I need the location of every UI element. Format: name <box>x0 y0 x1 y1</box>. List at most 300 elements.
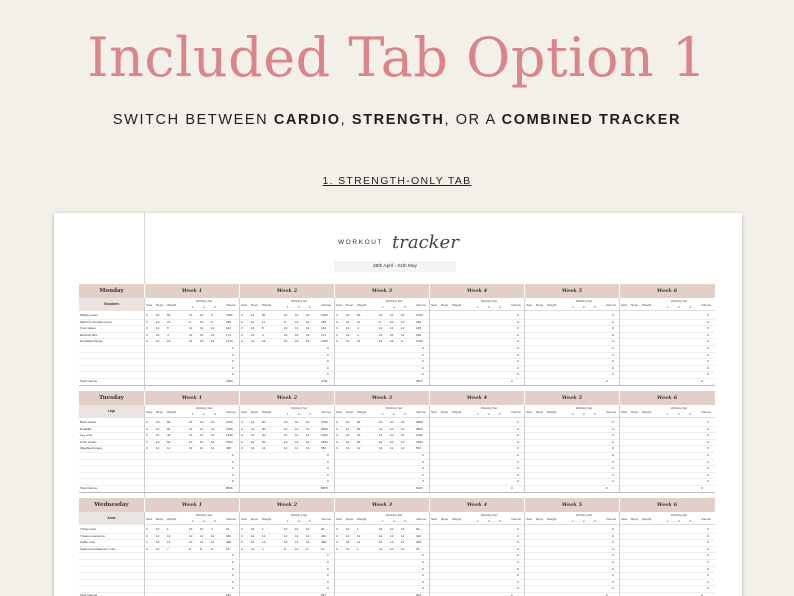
exercise-name[interactable]: Triceps extensions <box>80 533 105 538</box>
table-cell[interactable]: 1500 <box>321 439 328 444</box>
table-cell[interactable]: 1 <box>167 527 169 531</box>
table-cell[interactable]: 12 <box>390 540 394 545</box>
table-cell[interactable]: 3 <box>336 326 338 331</box>
table-cell[interactable]: 10 <box>211 433 215 438</box>
table-cell[interactable]: 15 <box>211 339 215 344</box>
table-cell[interactable]: 10 <box>156 439 160 444</box>
table-cell[interactable]: 10 <box>390 319 394 324</box>
table-cell[interactable]: 5 <box>401 339 403 344</box>
exercise-name[interactable]: Cable curls <box>80 540 96 545</box>
table-cell[interactable]: 12 <box>357 540 361 545</box>
table-cell[interactable]: 12 <box>156 326 160 331</box>
table-cell[interactable]: 10 <box>156 540 160 545</box>
table-cell[interactable]: 425 <box>321 319 327 324</box>
table-cell[interactable]: 174 <box>321 332 327 337</box>
table-cell[interactable]: 12 <box>284 313 288 317</box>
table-cell[interactable]: 10 <box>295 420 299 424</box>
table-cell[interactable]: 10 <box>401 546 405 551</box>
table-cell[interactable]: 12 <box>167 533 171 538</box>
table-cell[interactable]: 11 <box>346 319 350 324</box>
table-cell[interactable]: 3 <box>146 446 148 451</box>
table-cell[interactable]: 10 <box>284 540 288 545</box>
table-cell[interactable]: 10 <box>189 540 193 545</box>
table-cell[interactable]: 1470 <box>226 339 233 344</box>
table-cell[interactable]: 408 <box>226 540 232 545</box>
table-cell[interactable]: 12 <box>156 533 160 538</box>
table-cell[interactable]: 10 <box>251 426 255 431</box>
table-cell[interactable]: 30 <box>321 527 325 531</box>
table-cell[interactable]: 10 <box>200 332 204 337</box>
table-cell[interactable]: 12 <box>200 433 204 438</box>
table-cell[interactable]: 8 <box>262 326 264 331</box>
table-cell[interactable]: 3 <box>241 546 243 551</box>
table-cell[interactable]: 10 <box>156 332 160 337</box>
table-cell[interactable]: 552 <box>321 446 327 451</box>
exercise-name[interactable]: Seated dumbbell arm curls <box>80 546 116 551</box>
table-cell[interactable]: 10 <box>189 420 193 424</box>
table-cell[interactable]: 3 <box>336 533 338 538</box>
table-cell[interactable]: 80 <box>357 420 361 424</box>
table-cell[interactable]: 432 <box>226 533 232 538</box>
table-cell[interactable]: 10 <box>346 339 350 344</box>
table-cell[interactable]: 3 <box>241 420 243 424</box>
table-cell[interactable]: 11 <box>390 446 394 451</box>
table-cell[interactable]: 10 <box>295 546 299 551</box>
table-cell[interactable]: 10 <box>251 339 255 344</box>
table-cell[interactable]: 3 <box>336 527 338 531</box>
table-cell[interactable]: 15 <box>284 339 288 344</box>
table-cell[interactable]: 3 <box>336 313 338 317</box>
table-cell[interactable]: 1 <box>262 546 264 551</box>
table-cell[interactable]: 408 <box>321 540 327 545</box>
table-cell[interactable]: 10 <box>379 546 383 551</box>
table-cell[interactable]: 3 <box>146 546 148 551</box>
table-cell[interactable]: 10 <box>390 439 394 444</box>
table-cell[interactable]: 3 <box>241 319 243 324</box>
table-cell[interactable]: 15 <box>295 339 299 344</box>
table-cell[interactable]: 1 <box>357 546 359 551</box>
table-cell[interactable]: 10 <box>346 546 350 551</box>
table-cell[interactable]: 12 <box>262 540 266 545</box>
table-cell[interactable]: 3 <box>336 433 338 438</box>
table-cell[interactable]: 12 <box>346 446 350 451</box>
table-cell[interactable]: 10 <box>167 319 171 324</box>
table-cell[interactable]: 10 <box>156 527 160 531</box>
table-cell[interactable]: 432 <box>416 533 422 538</box>
table-cell[interactable]: 3 <box>146 339 148 344</box>
table-cell[interactable]: 10 <box>401 527 405 531</box>
table-cell[interactable]: 3 <box>241 433 243 438</box>
table-cell[interactable]: 12 <box>390 533 394 538</box>
table-cell[interactable]: 1 <box>262 527 264 531</box>
table-cell[interactable]: 10 <box>189 439 193 444</box>
table-cell[interactable]: 5 <box>211 313 213 317</box>
table-cell[interactable]: 12 <box>295 540 299 545</box>
table-cell[interactable]: 40 <box>262 433 266 438</box>
table-cell[interactable]: 3 <box>336 339 338 344</box>
table-cell[interactable]: 10 <box>189 527 193 531</box>
table-cell[interactable]: 12 <box>390 326 394 331</box>
table-cell[interactable]: 12 <box>379 433 383 438</box>
table-cell[interactable]: 1280 <box>416 433 423 438</box>
table-cell[interactable]: 10 <box>284 332 288 337</box>
table-cell[interactable]: 11 <box>200 446 204 451</box>
table-cell[interactable]: 2750 <box>321 420 328 424</box>
table-cell[interactable]: 12 <box>379 446 383 451</box>
table-cell[interactable]: 11 <box>346 426 350 431</box>
table-cell[interactable]: 8 <box>284 546 286 551</box>
table-cell[interactable]: 11 <box>262 319 266 324</box>
table-cell[interactable]: 12 <box>284 420 288 424</box>
table-cell[interactable]: 10 <box>251 326 255 331</box>
table-cell[interactable]: 12 <box>295 326 299 331</box>
table-cell[interactable]: 3 <box>146 326 148 331</box>
table-cell[interactable]: 12 <box>306 540 310 545</box>
table-cell[interactable]: 10 <box>390 426 394 431</box>
table-cell[interactable]: 3 <box>146 426 148 431</box>
table-cell[interactable]: 12 <box>211 326 215 331</box>
table-cell[interactable]: 10 <box>251 546 255 551</box>
table-cell[interactable]: 552 <box>416 446 422 451</box>
table-cell[interactable]: 15 <box>379 339 383 344</box>
exercise-name[interactable]: Weighted lunges <box>80 446 103 451</box>
table-cell[interactable]: 12 <box>156 446 160 451</box>
table-cell[interactable]: 3 <box>146 332 148 337</box>
table-cell[interactable]: 10 <box>346 540 350 545</box>
table-cell[interactable]: 3 <box>336 332 338 337</box>
table-cell[interactable]: 3 <box>241 426 243 431</box>
table-cell[interactable]: 144 <box>226 326 232 331</box>
table-cell[interactable]: 10 <box>295 313 299 317</box>
table-cell[interactable]: 12 <box>200 326 204 331</box>
exercise-name[interactable]: Back squats <box>80 420 97 424</box>
table-cell[interactable]: 12 <box>346 533 350 538</box>
table-cell[interactable]: 10 <box>295 332 299 337</box>
table-cell[interactable]: 10 <box>211 439 215 444</box>
table-cell[interactable]: 10 <box>200 439 204 444</box>
table-cell[interactable]: 12 <box>401 446 405 451</box>
table-cell[interactable]: 80 <box>262 426 266 431</box>
table-cell[interactable]: 80 <box>167 426 171 431</box>
table-cell[interactable]: 10 <box>156 546 160 551</box>
table-cell[interactable]: 10 <box>306 313 310 317</box>
table-cell[interactable]: 3 <box>241 533 243 538</box>
table-cell[interactable]: 10 <box>346 326 350 331</box>
table-cell[interactable]: 10 <box>346 527 350 531</box>
table-cell[interactable]: 10 <box>390 527 394 531</box>
table-cell[interactable]: 40 <box>357 433 361 438</box>
table-cell[interactable]: 425 <box>226 319 232 324</box>
table-cell[interactable]: 10 <box>390 546 394 551</box>
table-cell[interactable]: 12 <box>156 433 160 438</box>
table-cell[interactable]: 30 <box>416 546 420 551</box>
table-cell[interactable]: 3 <box>241 439 243 444</box>
table-cell[interactable]: 50 <box>262 439 266 444</box>
table-cell[interactable]: 7 <box>167 546 169 551</box>
exercise-name[interactable]: Military press <box>80 313 98 317</box>
table-cell[interactable]: 10 <box>306 319 310 324</box>
table-cell[interactable]: 10 <box>211 420 215 424</box>
exercise-name[interactable]: Triceps dips <box>80 527 97 531</box>
table-cell[interactable]: 4 <box>262 332 264 337</box>
table-cell[interactable]: 10 <box>284 527 288 531</box>
table-cell[interactable]: 12 <box>401 540 405 545</box>
table-cell[interactable]: 8 <box>200 546 202 551</box>
table-cell[interactable]: 432 <box>321 533 327 538</box>
table-cell[interactable]: 10 <box>156 313 160 317</box>
table-cell[interactable]: 50 <box>262 313 266 317</box>
table-cell[interactable]: 3 <box>241 339 243 344</box>
table-cell[interactable]: 10 <box>251 319 255 324</box>
table-cell[interactable]: 10 <box>251 332 255 337</box>
table-cell[interactable]: 1230 <box>226 433 233 438</box>
table-cell[interactable]: 174 <box>226 332 232 337</box>
table-cell[interactable]: 144 <box>321 326 327 331</box>
table-cell[interactable]: 10 <box>156 339 160 344</box>
table-cell[interactable]: 10 <box>200 313 204 317</box>
table-cell[interactable]: 1180 <box>226 313 233 317</box>
table-cell[interactable]: 10 <box>295 433 299 438</box>
table-cell[interactable]: 10 <box>306 420 310 424</box>
table-cell[interactable]: 10 <box>390 420 394 424</box>
exercise-name[interactable]: Leg curls <box>80 433 93 438</box>
table-cell[interactable]: 10 <box>379 420 383 424</box>
table-cell[interactable]: 10 <box>200 527 204 531</box>
table-cell[interactable]: 3 <box>241 540 243 545</box>
table-cell[interactable]: 12 <box>211 540 215 545</box>
table-cell[interactable]: 10 <box>306 527 310 531</box>
table-cell[interactable]: 10 <box>251 540 255 545</box>
table-cell[interactable]: 15 <box>357 339 361 344</box>
table-cell[interactable]: 12 <box>251 313 255 317</box>
table-cell[interactable]: 8 <box>284 319 286 324</box>
table-cell[interactable]: 8 <box>189 319 191 324</box>
table-cell[interactable]: 10 <box>295 527 299 531</box>
table-cell[interactable]: 10 <box>346 433 350 438</box>
table-cell[interactable]: 12 <box>379 533 383 538</box>
table-cell[interactable]: 3 <box>336 540 338 545</box>
table-cell[interactable]: 10 <box>200 426 204 431</box>
exercise-name[interactable]: Machine shoulder press <box>80 319 112 324</box>
table-cell[interactable]: 12 <box>306 326 310 331</box>
table-cell[interactable]: 12 <box>284 446 288 451</box>
table-cell[interactable]: 8 <box>306 546 308 551</box>
table-cell[interactable]: 12 <box>357 446 361 451</box>
table-cell[interactable]: 2720 <box>226 420 233 424</box>
table-cell[interactable]: 1450 <box>416 339 423 344</box>
table-cell[interactable]: 12 <box>295 533 299 538</box>
table-cell[interactable]: 12 <box>251 533 255 538</box>
table-cell[interactable]: 12 <box>167 446 171 451</box>
table-cell[interactable]: 10 <box>390 332 394 337</box>
table-cell[interactable]: 3 <box>146 433 148 438</box>
table-cell[interactable]: 10 <box>401 313 405 317</box>
table-cell[interactable]: 1450 <box>321 339 328 344</box>
table-cell[interactable]: 10 <box>379 332 383 337</box>
table-cell[interactable]: 10 <box>346 332 350 337</box>
table-cell[interactable]: 10 <box>211 332 215 337</box>
exercise-name[interactable]: Front raises <box>80 326 96 331</box>
table-cell[interactable]: 50 <box>167 439 171 444</box>
table-cell[interactable]: 11 <box>211 446 215 451</box>
table-cell[interactable]: 3 <box>241 332 243 337</box>
table-cell[interactable]: 80 <box>262 420 266 424</box>
table-cell[interactable]: 3 <box>146 540 148 545</box>
table-cell[interactable]: 10 <box>156 319 160 324</box>
table-cell[interactable]: 27 <box>321 546 325 551</box>
table-cell[interactable]: 10 <box>390 313 394 317</box>
table-cell[interactable]: 4 <box>357 326 359 331</box>
table-cell[interactable]: 3 <box>241 446 243 451</box>
table-cell[interactable]: 3 <box>146 533 148 538</box>
table-cell[interactable]: 10 <box>251 527 255 531</box>
table-cell[interactable]: 12 <box>251 446 255 451</box>
table-cell[interactable]: 8 <box>167 326 169 331</box>
table-cell[interactable]: 1500 <box>226 439 233 444</box>
table-cell[interactable]: 12 <box>189 533 193 538</box>
table-cell[interactable]: 8 <box>211 319 213 324</box>
table-cell[interactable]: 30 <box>416 527 420 531</box>
table-cell[interactable]: 11 <box>295 446 299 451</box>
table-cell[interactable]: 190 <box>416 332 422 337</box>
table-cell[interactable]: 15 <box>390 339 394 344</box>
table-cell[interactable]: 10 <box>284 426 288 431</box>
exercise-name[interactable]: Dumbbell shrugs <box>80 339 103 344</box>
table-cell[interactable]: 12 <box>401 433 405 438</box>
table-cell[interactable]: 8 <box>211 546 213 551</box>
table-cell[interactable]: 10 <box>379 527 383 531</box>
table-cell[interactable]: 12 <box>401 326 405 331</box>
exercise-name[interactable]: Deadlifts <box>80 426 92 431</box>
table-cell[interactable]: 4 <box>167 332 169 337</box>
table-cell[interactable]: 12 <box>401 533 405 538</box>
table-cell[interactable]: 50 <box>357 439 361 444</box>
table-cell[interactable]: 10 <box>211 426 215 431</box>
table-cell[interactable]: 10 <box>401 439 405 444</box>
table-cell[interactable]: 3 <box>336 426 338 431</box>
table-cell[interactable]: 2800 <box>416 426 423 431</box>
table-cell[interactable]: 12 <box>357 533 361 538</box>
table-cell[interactable]: 10 <box>379 313 383 317</box>
table-cell[interactable]: 2800 <box>416 420 423 424</box>
date-range[interactable]: 28th April - 31th May <box>334 261 456 272</box>
table-cell[interactable]: 24 <box>226 527 230 531</box>
table-cell[interactable]: 11 <box>357 319 361 324</box>
table-cell[interactable]: 10 <box>295 426 299 431</box>
table-cell[interactable]: 40 <box>167 433 171 438</box>
table-cell[interactable]: 10 <box>189 313 193 317</box>
table-cell[interactable]: 12 <box>200 533 204 538</box>
table-cell[interactable]: 10 <box>284 439 288 444</box>
table-cell[interactable]: 3 <box>336 420 338 424</box>
table-cell[interactable]: 10 <box>189 332 193 337</box>
table-cell[interactable]: 50 <box>357 313 361 317</box>
table-cell[interactable]: 80 <box>357 426 361 431</box>
table-cell[interactable]: 1350 <box>416 313 423 317</box>
table-cell[interactable]: 10 <box>401 319 405 324</box>
table-cell[interactable]: 1 <box>357 527 359 531</box>
table-cell[interactable]: 3 <box>241 313 243 317</box>
table-cell[interactable]: 3 <box>146 420 148 424</box>
table-cell[interactable]: 10 <box>295 439 299 444</box>
table-cell[interactable]: 4 <box>211 527 213 531</box>
table-cell[interactable]: 12 <box>306 433 310 438</box>
table-cell[interactable]: 12 <box>251 420 255 424</box>
table-cell[interactable]: 10 <box>401 420 405 424</box>
table-cell[interactable]: 10 <box>251 439 255 444</box>
table-cell[interactable]: 498 <box>226 446 232 451</box>
table-cell[interactable]: 8 <box>189 546 191 551</box>
table-cell[interactable]: 10 <box>156 426 160 431</box>
table-cell[interactable]: 50 <box>167 313 171 317</box>
table-cell[interactable]: 10 <box>189 433 193 438</box>
table-cell[interactable]: 2780 <box>226 426 233 431</box>
table-cell[interactable]: 10 <box>390 433 394 438</box>
table-cell[interactable]: 3 <box>336 439 338 444</box>
table-cell[interactable]: 3 <box>241 527 243 531</box>
table-cell[interactable]: 148 <box>416 326 422 331</box>
table-cell[interactable]: 12 <box>167 540 171 545</box>
table-cell[interactable]: 3 <box>336 319 338 324</box>
table-cell[interactable]: 1260 <box>321 433 328 438</box>
table-cell[interactable]: 10 <box>200 319 204 324</box>
table-cell[interactable]: 18 <box>226 546 230 551</box>
table-cell[interactable]: 10 <box>379 540 383 545</box>
table-cell[interactable]: 3 <box>241 326 243 331</box>
table-cell[interactable]: 80 <box>167 420 171 424</box>
table-cell[interactable]: 3 <box>146 439 148 444</box>
table-cell[interactable]: 1280 <box>321 313 328 317</box>
table-cell[interactable]: 12 <box>189 446 193 451</box>
table-cell[interactable]: 10 <box>379 426 383 431</box>
tab-title[interactable]: 1. STRENGTH-ONLY TAB <box>322 175 472 187</box>
table-cell[interactable]: 10 <box>295 319 299 324</box>
table-cell[interactable]: 12 <box>306 446 310 451</box>
table-cell[interactable]: 10 <box>346 439 350 444</box>
table-cell[interactable]: 15 <box>167 339 171 344</box>
table-cell[interactable]: 3 <box>146 527 148 531</box>
table-cell[interactable]: 4 <box>357 332 359 337</box>
table-cell[interactable]: 455 <box>416 319 422 324</box>
table-cell[interactable]: 10 <box>251 433 255 438</box>
table-cell[interactable]: 3 <box>146 313 148 317</box>
table-cell[interactable]: 10 <box>306 439 310 444</box>
table-cell[interactable]: 10 <box>306 426 310 431</box>
table-cell[interactable]: 12 <box>189 326 193 331</box>
table-cell[interactable]: 15 <box>306 339 310 344</box>
table-cell[interactable]: 12 <box>200 540 204 545</box>
table-cell[interactable]: 10 <box>379 439 383 444</box>
table-cell[interactable]: 15 <box>189 339 193 344</box>
table-cell[interactable]: 10 <box>401 426 405 431</box>
table-cell[interactable]: 12 <box>284 533 288 538</box>
table-cell[interactable]: 408 <box>416 540 422 545</box>
table-cell[interactable]: 3 <box>336 446 338 451</box>
table-cell[interactable]: 10 <box>189 426 193 431</box>
table-cell[interactable]: 12 <box>306 533 310 538</box>
exercise-name[interactable]: Reverse flies <box>80 332 98 337</box>
table-cell[interactable]: 10 <box>156 420 160 424</box>
exercise-name[interactable]: Front squats <box>80 439 97 444</box>
table-cell[interactable]: 12 <box>379 326 383 331</box>
table-cell[interactable]: 10 <box>346 420 350 424</box>
table-cell[interactable]: 8 <box>379 319 381 324</box>
table-cell[interactable]: 12 <box>262 446 266 451</box>
table-cell[interactable]: 2800 <box>321 426 328 431</box>
table-cell[interactable]: 10 <box>200 420 204 424</box>
table-cell[interactable]: 10 <box>306 332 310 337</box>
table-cell[interactable]: 1500 <box>416 439 423 444</box>
